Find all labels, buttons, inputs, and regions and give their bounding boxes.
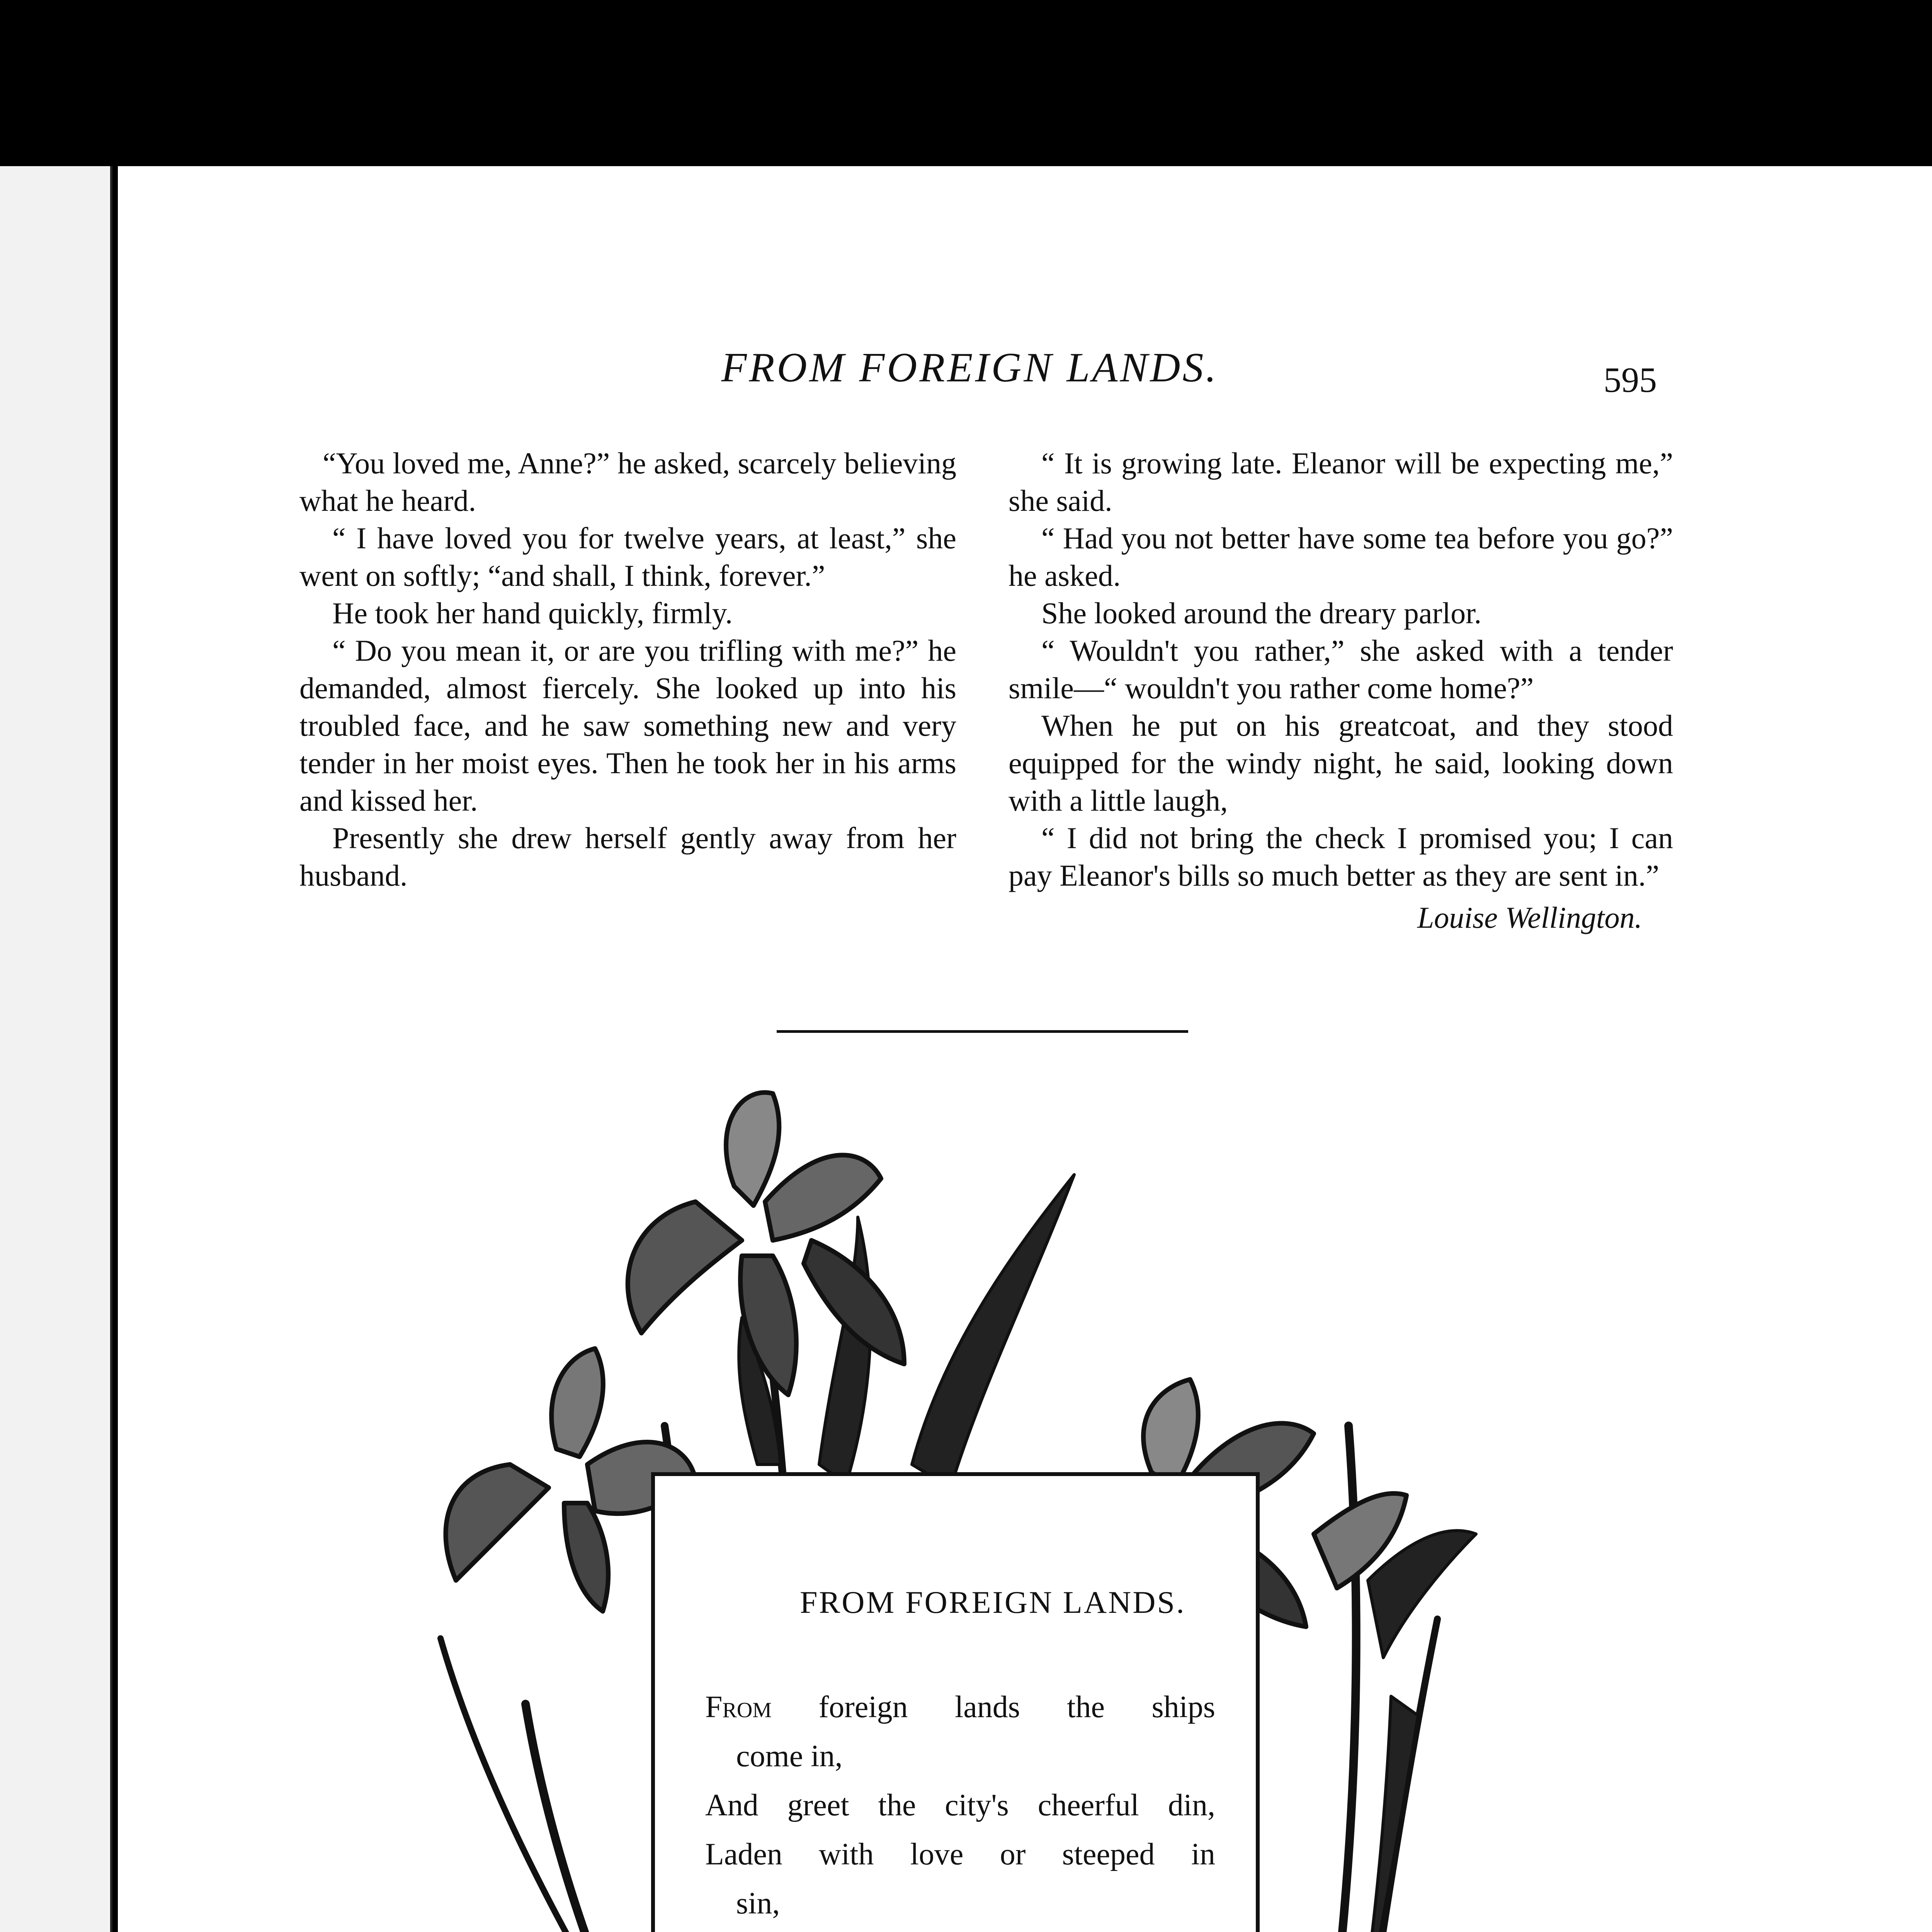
story-paragraph: “ Had you not better have some tea before you go?” he asked. bbox=[1009, 521, 1673, 592]
section-divider bbox=[777, 1030, 1188, 1033]
story-paragraph: Presently she drew herself gently away from her husband. bbox=[299, 821, 956, 892]
poem-refrain bbox=[705, 1928, 1215, 1932]
running-head: FROM FOREIGN LANDS. bbox=[721, 345, 1219, 391]
story-left-column bbox=[299, 444, 956, 894]
poem-stanza bbox=[705, 1683, 1215, 1932]
story-paragraph: “ I did not bring the check I promised you; I can pay Eleanor's bills so much better as they are sent in.” bbox=[1009, 821, 1673, 892]
poem-text bbox=[705, 1683, 1215, 1932]
poem-line bbox=[705, 1683, 1215, 1732]
page-number: 595 bbox=[1604, 360, 1657, 400]
facing-page-edge bbox=[0, 166, 112, 1932]
story-paragraph: “ It is growing late. Eleanor will be expecting me,” she said. bbox=[1009, 446, 1673, 517]
poem-panel bbox=[651, 1472, 1260, 1932]
story-paragraph: “ Wouldn't you rather,” she asked with a tender smile—“ wouldn't you rather come home?” bbox=[1009, 634, 1673, 705]
story-paragraph: He took her hand quickly, firmly. bbox=[332, 596, 733, 630]
poem-line: Laden with love or steeped in bbox=[705, 1837, 1215, 1871]
story-paragraph: When he put on his greatcoat, and they stood equipped for the windy night, he said, looking down with a little laugh, bbox=[1009, 709, 1673, 817]
story-paragraph: “ Do you mean it, or are you trifling with me?” he demanded, almost fiercely. She looked up into his troubled face, and he saw something new and very tender in her moist eyes. Then he took her in his arms and kissed her. bbox=[299, 634, 956, 817]
story-paragraph: “You loved me, Anne?” he asked, scarcely believing what he heard. bbox=[299, 446, 956, 517]
poem-title: FROM FOREIGN LANDS. bbox=[800, 1585, 1186, 1620]
poem-first-word: From bbox=[705, 1690, 772, 1724]
poem-line: come in, bbox=[736, 1739, 843, 1773]
story-author: Louise Wellington. bbox=[1417, 901, 1642, 934]
poem-line: And greet the city's cheerful din, bbox=[705, 1788, 1215, 1822]
story-paragraph: “ I have loved you for twelve years, at least,” she went on softly; “and shall, I think, forever.” bbox=[299, 521, 956, 592]
poem-line: sin, bbox=[736, 1886, 780, 1920]
story-right-column bbox=[1009, 444, 1673, 936]
poem-line-rest: foreign lands the ships bbox=[818, 1690, 1215, 1724]
story-paragraph: She looked around the dreary parlor. bbox=[1041, 596, 1482, 630]
